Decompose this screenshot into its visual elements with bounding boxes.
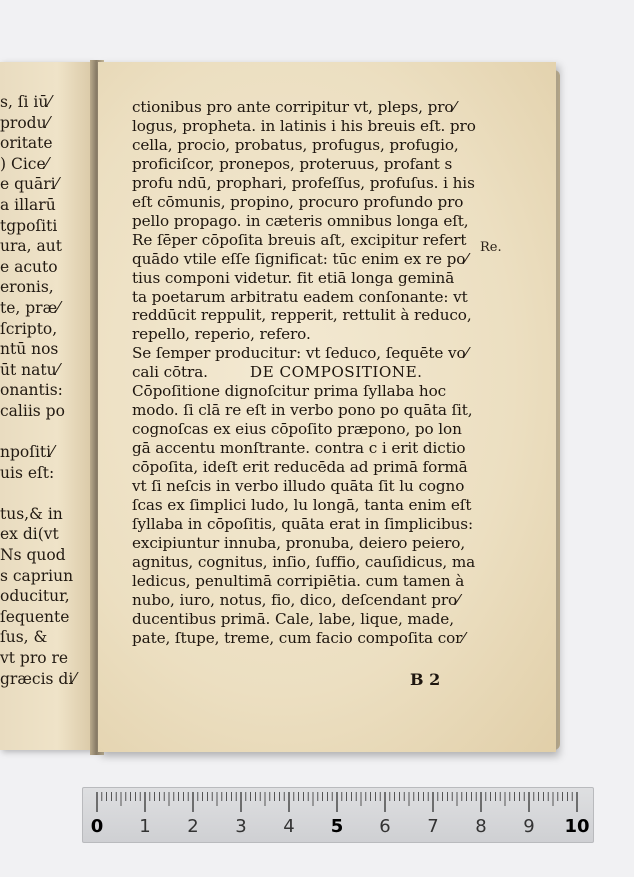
body-line: cognoſcas ex eius cōpoſito præpono, po lon [132,420,462,439]
body-line: nubo, iuro, notus, fio, dico, deſcendant pro⁄ [132,590,460,609]
body-line: Cōpoſitione dignoſcitur prima ſyllaba hoc [132,382,447,401]
ruler-number: 7 [427,816,439,837]
left-page-line: ſequente [0,607,70,626]
body-text [132,98,476,648]
ruler-number: 3 [235,816,247,837]
left-page-text [0,92,76,689]
body-line: proficiſcor, pronepos, proteruus, profant s [132,154,453,173]
left-page-line: tgpoſiti [0,216,58,235]
body-line: Re ſēper cōpoſita breuis aſt, excipitur refert [132,230,467,249]
ruler-number: 4 [283,816,295,837]
ruler-number: 10 [564,816,590,837]
body-line: ctionibus pro ante corripitur vt, pleps, pro⁄ [132,98,456,116]
body-line: tius componi videtur. fit etiā longa geminā [132,268,455,287]
body-line: agnitus, cognitus, inſio, ſuffio, cauſidicus, ma [132,552,476,571]
left-page-line: e quāri⁄ [0,175,59,194]
left-page-line [0,422,76,443]
left-page-line: s capriun [0,566,74,585]
ruler-number: 6 [379,816,391,837]
left-page-line: te, præ⁄ [0,298,60,317]
left-page-line: ūt natu⁄ [0,360,60,379]
body-line: ta poetarum arbitratu eadem conſonante: vt [132,287,468,306]
left-page-line: græcis di⁄ [0,669,76,688]
left-page-line: eronis, [0,278,54,297]
left-page-line: a illarū [0,195,56,214]
body-line: ſcas ex ſimplici ludo, lu longā, tanta enim eſt [132,496,472,515]
left-page-line: uis eſt: [0,463,55,482]
left-page-line: vt pro re [0,649,69,668]
body-line: Se ſemper producitur: vt ſeduco, ſequēte vo⁄ [132,344,468,363]
body-line: cōpoſita, ideſt erit reducēda ad primā formā [132,458,468,477]
section-heading: DE COMPOSITIONE. [249,363,423,382]
left-page-line: s, ſi iū⁄ [0,93,51,111]
body-line: cali cōtra. DE COMPOSITIONE. [132,363,423,382]
left-page-line: produ⁄ [0,113,50,132]
left-page [0,62,96,750]
left-page-line: onantis: [0,381,63,400]
body-line: ledicus, penultimā corripiētia. cum tamen à [132,571,465,590]
body-line: profu ndū, prophari, profeſſus, profuſus. i his [132,173,475,192]
body-line: logus, propheta. in latinis i his breuis eſt. pro [132,116,476,135]
left-page-line: ex di(vt [0,525,59,544]
scale-ruler [82,787,594,843]
ruler-number: 2 [187,816,199,837]
body-line: reddūcit reppulit, repperit, rettulit à reduco, [132,306,472,325]
ruler-number: 5 [330,816,344,837]
body-line: pate, ſtupe, treme, cum facio compoſita cor⁄ [132,628,465,647]
ruler-number: 8 [475,816,487,837]
ruler-number: 9 [523,816,535,837]
signature-mark: B 2 [410,670,441,689]
left-page-line: ſus, & [0,628,48,647]
left-page-line: npoſiti⁄ [0,443,54,462]
ruler-number: 1 [139,816,151,837]
margin-note: Re. [480,240,502,255]
body-line: eſt cōmunis, propino, procuro profundo pro [132,192,464,211]
left-page-line: Ns quod [0,546,66,565]
left-page-line: ntū nos [0,340,59,359]
left-page-line: tus,& in [0,504,63,523]
body-line: modo. ſi clā re eſt in verbo pono po quāta ſit, [132,401,473,420]
body-line: cella, procio, probatus, profugus, profugio, [132,135,459,154]
body-line: vt ſi neſcis in verbo illudo quāta ſit lu cogno [132,477,465,496]
left-page-line: caliis po [0,401,65,420]
left-page-line [0,483,76,504]
body-line: repello, reperio, refero. [132,325,311,344]
body-line: excipiuntur innuba, pronuba, deiero peiero, [132,533,466,552]
ruler-number: 0 [90,816,104,837]
left-page-line: ſcripto, [0,319,58,338]
left-page-line: e acuto [0,257,58,276]
left-page-line: ) Cice⁄ [0,154,49,173]
left-page-line: oducitur, [0,587,70,606]
left-page-line: oritate [0,134,53,153]
body-line: quādo vtile eſſe ſignificat: tūc enim ex re po⁄ [132,249,468,268]
body-line: ſyllaba in cōpoſitis, quāta erat in ſimplicibus: [132,514,473,533]
body-line: gā accentu monſtrante. contra c i erit dictio [132,439,466,458]
left-page-line: ura, aut [0,237,62,256]
body-line: ducentibus primā. Cale, labe, lique, made, [132,609,454,628]
body-line: pello propago. in cæteris omnibus longa eſt, [132,211,469,230]
